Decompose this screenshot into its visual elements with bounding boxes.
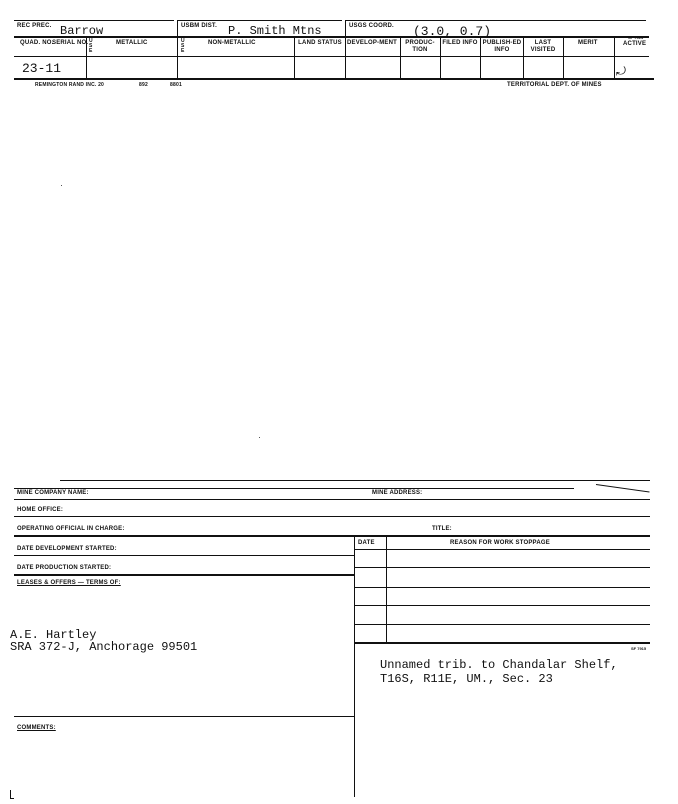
usbm-dist-label: USBM DIST.	[181, 23, 218, 29]
col-divider	[386, 535, 387, 643]
usbm-dist-value: P. Smith Mtns	[228, 24, 322, 38]
active-mark-icon: ⤾	[616, 64, 626, 78]
rule	[14, 535, 650, 537]
usgs-coord-value: (3.0, 0.7)	[413, 24, 492, 39]
rule	[354, 549, 650, 550]
comments-label: COMMENTS:	[17, 725, 56, 731]
production-label: PRODUC-TION	[405, 40, 435, 53]
rule	[14, 574, 354, 576]
active-label: ACTIVE	[623, 41, 647, 47]
rule	[14, 20, 174, 21]
reason-header: REASON FOR WORK STOPPAGE	[450, 540, 550, 546]
col-divider	[294, 37, 295, 78]
rule	[60, 480, 650, 481]
leases-label: LEASES & OFFERS — TERMS OF:	[17, 580, 121, 586]
col-divider	[345, 20, 346, 78]
date-prod-label: DATE PRODUCTION STARTED:	[17, 565, 112, 571]
form-code: SF 7914	[628, 35, 644, 40]
col-divider	[523, 37, 524, 78]
rec-prec-label: REC PREC.	[17, 23, 52, 29]
filed-info-label: FILED INFO	[442, 40, 478, 46]
col-divider	[177, 20, 178, 78]
col-divider	[563, 37, 564, 78]
rule	[14, 555, 354, 556]
usgs-coord-label: USGS COORD.	[349, 23, 394, 29]
rule	[354, 605, 650, 606]
non-metallic-label: NON-METALLIC	[208, 40, 256, 46]
rec-prec-value: Barrow	[60, 24, 104, 38]
rule	[354, 587, 650, 588]
col-divider	[440, 37, 441, 78]
mine-address-label: MINE ADDRESS:	[372, 490, 423, 496]
use-label-metallic: U S E	[89, 38, 93, 54]
printer-code1: 892	[139, 82, 148, 88]
home-office-label: HOME OFFICE:	[17, 507, 64, 513]
col-divider	[354, 535, 355, 797]
quad-no-label: QUAD. NO.	[20, 40, 54, 46]
land-status-label: LAND STATUS	[298, 40, 342, 46]
development-label: DEVELOP-MENT	[346, 40, 398, 46]
last-visited-label: LAST VISITED	[530, 40, 556, 53]
rule	[346, 20, 646, 21]
rule	[178, 20, 342, 21]
speck	[259, 437, 260, 438]
location-line2: T16S, R11E, UM., Sec. 23	[380, 672, 553, 686]
merit-label: MERIT	[578, 40, 598, 46]
col-divider	[86, 37, 87, 78]
date-dev-label: DATE DEVELOPMENT STARTED:	[17, 546, 117, 552]
edge-mark	[10, 790, 11, 798]
col-divider	[400, 37, 401, 78]
speck	[61, 185, 62, 186]
mine-company-label: MINE COMPANY NAME:	[17, 490, 89, 496]
title-label: TITLE:	[432, 526, 452, 532]
quad-serial-value: 23-11	[22, 61, 62, 76]
owner-address: SRA 372-J, Anchorage 99501	[10, 640, 198, 654]
metallic-label: METALLIC	[116, 40, 148, 46]
printer-line: REMINGTON RAND INC. 20	[35, 82, 105, 88]
rule	[14, 56, 649, 57]
printer-code2: 8801	[170, 82, 182, 88]
rule	[14, 36, 649, 38]
rule-slant	[596, 484, 650, 493]
rule	[14, 78, 654, 80]
owner-name: A.E. Hartley	[10, 628, 97, 642]
date-header: DATE	[358, 540, 375, 546]
col-divider	[480, 37, 481, 78]
rule	[14, 516, 650, 517]
published-info-label: PUBLISH-ED INFO	[482, 40, 522, 53]
rule	[354, 624, 650, 625]
rule	[354, 567, 650, 568]
form-code2: SF 7915	[631, 646, 647, 651]
col-divider	[614, 37, 615, 78]
location-line1: Unnamed trib. to Chandalar Shelf,	[380, 658, 618, 672]
serial-no-label: SERIAL NO.	[52, 40, 89, 46]
operating-official-label: OPERATING OFFICIAL IN CHARGE:	[17, 526, 125, 532]
dept-label: TERRITORIAL DEPT. OF MINES	[507, 82, 602, 88]
rule	[14, 716, 354, 717]
edge-mark	[10, 798, 14, 799]
rule	[14, 488, 574, 489]
rule	[354, 642, 650, 644]
rule	[14, 499, 650, 500]
use-label-nonmetallic: U S E	[181, 38, 185, 54]
